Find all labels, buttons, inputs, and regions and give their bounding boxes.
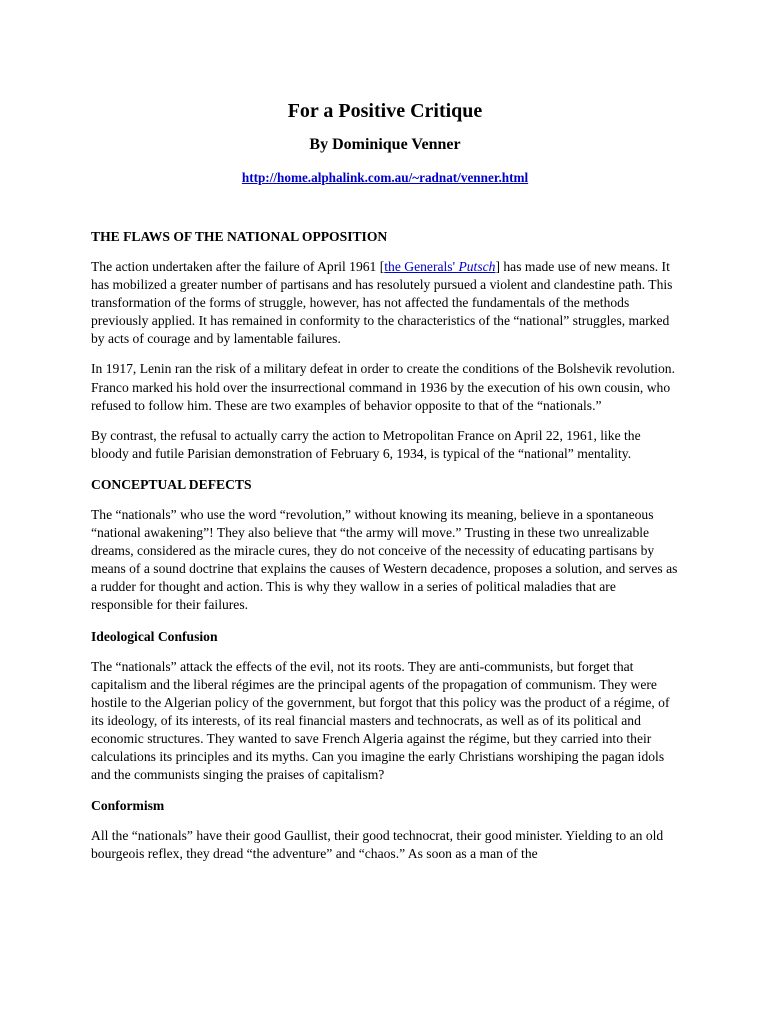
flaws-p1-after: ] has made use of new means. It has mobilized a greater number of partisans and has resolutely pursued a violent and clandestine path. This transformation of the forms of struggle, however, has not affected the fundamentals of the methods previously applied. It has remained in conformity to the characteristics of the “national” struggles, marked by acts of courage and by lamentable failures. [91, 259, 673, 347]
generals-putsch-link-text: the Generals' [384, 259, 459, 274]
section-heading-conformism: Conformism [91, 798, 165, 814]
source-url [91, 169, 679, 187]
ideological-paragraph-1: The “nationals” attack the effects of the evil, not its roots. They are anti-communists, but forget that capitalism and the liberal régimes are the principal agents of the propagation of communism. They were hostile to the Algerian policy of the government, but forgot that this policy was the product of a régime, of its ideology, of its interests, of its real financial masters and technocrats, as well as of its political and economic structures. They wanted to save French Algeria against the régime, but they carried into their calculations its principles and its myths. Can you imagine the early Christians worshiping the pagan idols and the communists singing the praises of capitalism? [91, 658, 670, 783]
document-page [91, 98, 679, 863]
generals-putsch-link[interactable] [384, 259, 495, 274]
flaws-paragraph-2: In 1917, Lenin ran the risk of a military defeat in order to create the conditions of the Bolshevik revolution. Franco marked his hold over the insurrectional command in 1936 by the execution of his own cousin, who refused to follow him. These are two examples of behavior opposite to that of the “nationals.” [91, 361, 675, 413]
putsch-italic: Putsch [458, 259, 496, 274]
document-title: For a Positive Critique [287, 100, 483, 122]
section-heading-ideological: Ideological Confusion [91, 628, 218, 644]
section-heading-conceptual: CONCEPTUAL DEFECTS [91, 476, 252, 492]
section-heading-flaws: THE FLAWS OF THE NATIONAL OPPOSITION [91, 229, 388, 244]
source-url-link[interactable]: http://home.alphalink.com.au/~radnat/venner.html [241, 170, 529, 185]
conceptual-paragraph-1: The “nationals” who use the word “revolution,” without knowing its meaning, believe in a spontaneous “national awakening”! They also believe that “the army will move.” Trusting in these two unrealizable dreams, considered as the miracle cures, they do not conceive of the necessity of educating partisans by means of a sound doctrine that explains the causes of Western decadence, proposes a solution, and serves as a rudder for thought and action. This is why they wallow in a series of political maladies that are responsible for their failures. [91, 506, 678, 613]
conformism-paragraph-1: All the “nationals” have their good Gaullist, their good technocrat, their good minister. Yielding to an old bourgeois reflex, they dread “the adventure” and “chaos.” As soon as a man of the [91, 828, 664, 862]
flaws-p1-before: The action undertaken after the failure of April 1961 [ [91, 259, 385, 274]
flaws-paragraph-1 [91, 258, 679, 348]
flaws-paragraph-3: By contrast, the refusal to actually carry the action to Metropolitan France on April 22, 1961, like the bloody and futile Parisian demonstration of February 6, 1934, is typical of the “national” mentality. [91, 427, 641, 461]
document-author: By Dominique Venner [309, 136, 461, 153]
